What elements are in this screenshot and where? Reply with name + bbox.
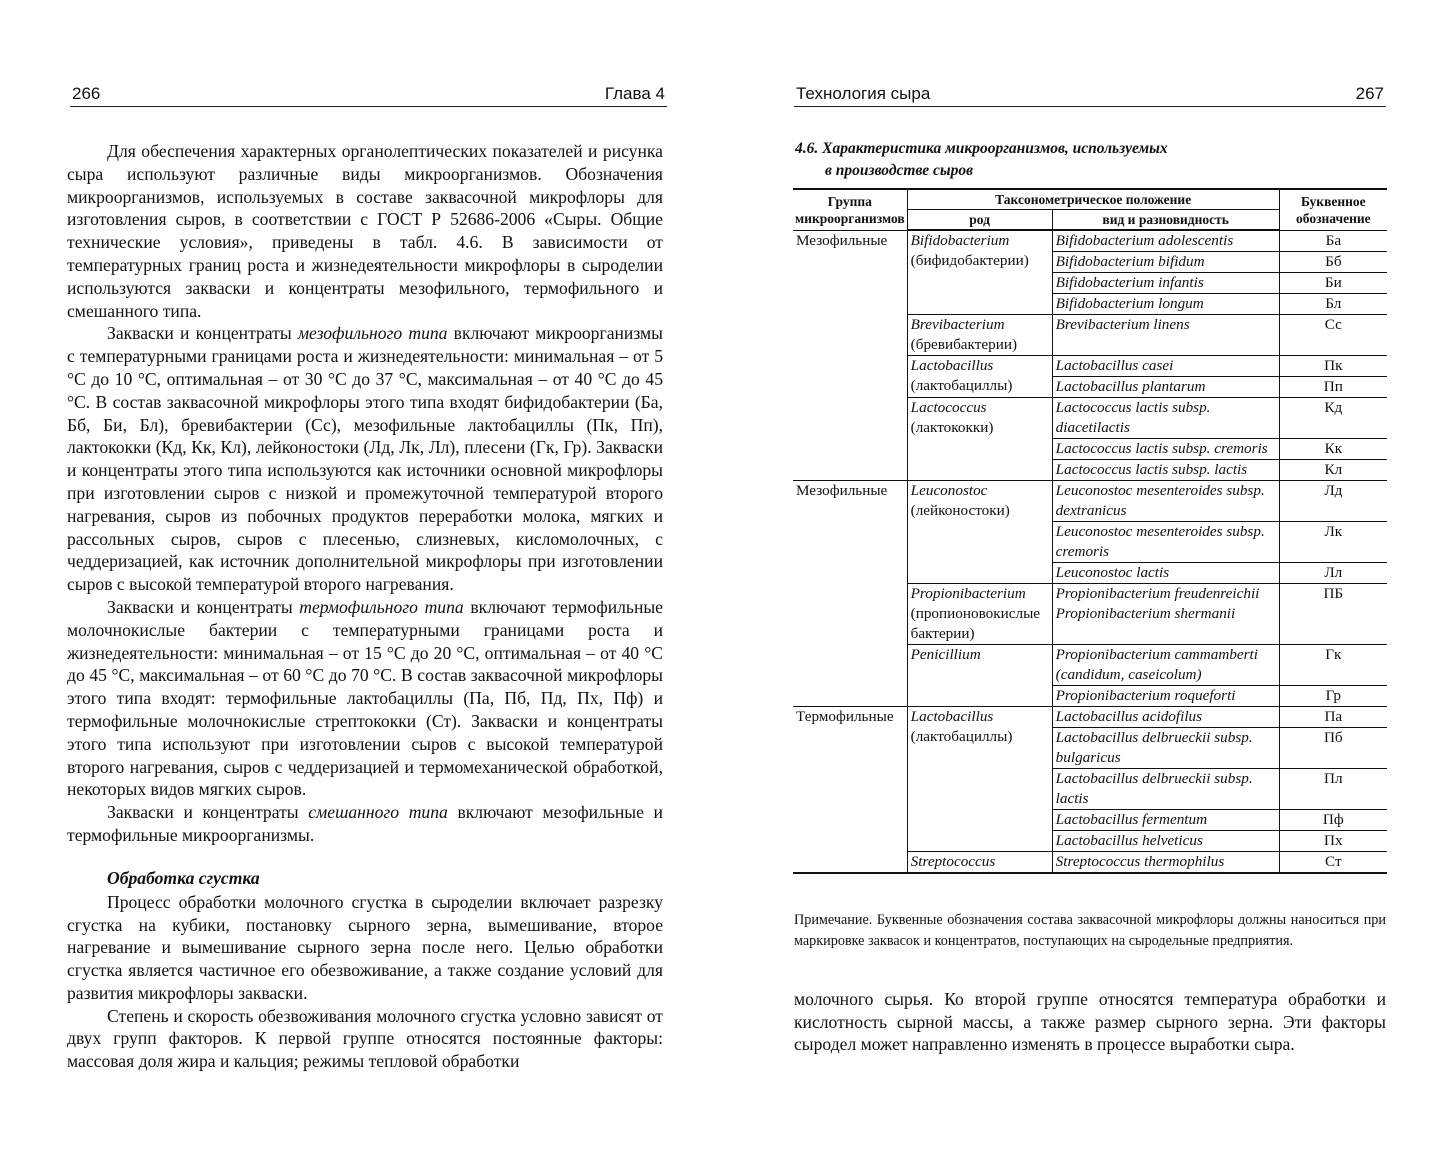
paragraph xyxy=(67,891,663,1005)
table-row xyxy=(793,481,1387,522)
header-code: Буквенное обозначение xyxy=(1279,189,1387,230)
header-species: вид и разновидность xyxy=(1052,210,1279,231)
code-cell: Пб xyxy=(1279,728,1387,769)
running-head-left xyxy=(70,84,667,107)
code-cell: Бл xyxy=(1279,294,1387,315)
code-cell: Кк xyxy=(1279,439,1387,460)
paragraph-text: Процесс обработки молочного сгустка в сыроделии включает разрезку сгустка на кубики, постановку сырного зерна, вымешивание, второе нагревание и вымешивание сырного зерна после него. Целью обработки сгустка является частичное его обезвоживание, а также создание условий для развития микрофлоры закваски. xyxy=(67,891,663,1003)
table-body xyxy=(793,230,1387,873)
species-cell: Leuconostoc lactis xyxy=(1052,563,1279,584)
left-body-text xyxy=(67,140,663,1073)
code-cell: Лд xyxy=(1279,481,1387,522)
genus-note: (лактобациллы) xyxy=(910,728,1013,745)
table-title-line-2: в производстве сыров xyxy=(825,162,974,179)
chapter-title: Глава 4 xyxy=(604,84,665,103)
group-cell: Термофильные xyxy=(793,707,907,874)
species-cell: Leuconostoc mesenteroides subsp. dextranicus xyxy=(1052,481,1279,522)
code-cell: Кд xyxy=(1279,398,1387,439)
table-note: Примечание. Буквенные обозначения состава заквасочной микрофлоры должны наноситься при маркировке заквасок и концентратов, поступающих на сыродельные предприятия. xyxy=(794,912,1386,949)
code-cell: Пф xyxy=(1279,810,1387,831)
genus-cell xyxy=(907,645,1052,707)
species-cell: Bifidobacterium infantis xyxy=(1052,273,1279,294)
page-number-left: 266 xyxy=(72,84,101,103)
species-cell: Lactobacillus plantarum xyxy=(1052,377,1279,398)
paragraph-text: Для обеспечения характерных органолептических показателей и рисунка сыра используют различные виды микроорганизмов. Обозначения микроорганизмов, используемых в составе заквасочной микрофлоры для изготовления сыров, в соответствии с ГОСТ Р 52686-2006 «Сыры. Общие технические условия», приведены в табл. 4.6. В зависимости от температурных границ роста и жизнедеятельности микрофлоры в сыроделии используются закваски и концентраты мезофильного, термофильного и смешанного типа. xyxy=(67,141,663,321)
genus-cell xyxy=(907,481,1052,584)
table-row xyxy=(793,230,1387,252)
species-cell: Lactobacillus casei xyxy=(1052,356,1279,377)
paragraph-text: включают мезофильные и термофильные микроорганизмы. xyxy=(67,802,663,845)
left-page xyxy=(0,0,726,1162)
code-cell: Гр xyxy=(1279,686,1387,707)
species-cell: Lactococcus lactis subsp. lactis xyxy=(1052,460,1279,481)
code-cell: Ба xyxy=(1279,230,1387,252)
species-cell: Brevibacterium linens xyxy=(1052,315,1279,356)
genus-name: Penicillium xyxy=(910,646,981,663)
species-cell: Propionibacterium freudenreichii Propionibacterium shermanii xyxy=(1052,584,1279,645)
paragraph xyxy=(67,1005,663,1073)
genus-cell xyxy=(907,398,1052,481)
emphasis-text: смешанного типа xyxy=(308,802,448,823)
species-cell: Bifidobacterium bifidum xyxy=(1052,252,1279,273)
paragraph-text: Закваски и концентраты xyxy=(107,596,300,617)
table-title xyxy=(795,138,1315,182)
genus-name: Lactobacillus xyxy=(910,708,994,725)
genus-name: Lactococcus xyxy=(910,399,987,416)
genus-cell xyxy=(907,852,1052,874)
paragraph xyxy=(67,801,663,847)
genus-cell xyxy=(907,315,1052,356)
paragraph-text: Закваски и концентраты xyxy=(107,323,298,344)
section-heading: Обработка сгустка xyxy=(107,867,260,888)
genus-note: (лейконостоки) xyxy=(910,502,1010,519)
genus-cell xyxy=(907,584,1052,645)
running-head-right xyxy=(794,84,1386,107)
species-cell: Lactococcus lactis subsp. cremoris xyxy=(1052,439,1279,460)
genus-cell xyxy=(907,230,1052,315)
species-cell: Propionibacterium roqueforti xyxy=(1052,686,1279,707)
genus-note: (бифидобактерии) xyxy=(910,252,1029,269)
genus-name: Bifidobacterium xyxy=(910,232,1010,249)
genus-note: (бревибактерии) xyxy=(910,336,1018,353)
species-cell: Bifidobacterium adolescentis xyxy=(1052,230,1279,252)
genus-note: (лактобациллы) xyxy=(910,377,1013,394)
species-cell: Propionibacterium cammamberti (candidum, caseicolum) xyxy=(1052,645,1279,686)
continuation-paragraph: молочного сырья. Ко второй группе относятся температура обработки и кислотность сырной массы, а также размер сырного зерна. Эти факторы сыродел может направленно изменять в процессе выработки сыра. xyxy=(794,989,1386,1054)
code-cell: Ст xyxy=(1279,852,1387,874)
genus-note: (пропионовокислые бактерии) xyxy=(910,605,1041,642)
code-cell: Сс xyxy=(1279,315,1387,356)
header-group: Группа микроорганизмов xyxy=(793,189,907,230)
code-cell: Пл xyxy=(1279,769,1387,810)
species-cell: Bifidobacterium longum xyxy=(1052,294,1279,315)
group-cell: Мезофильные xyxy=(793,481,907,707)
code-cell: Пп xyxy=(1279,377,1387,398)
code-cell: Лк xyxy=(1279,522,1387,563)
genus-note: (лактококки) xyxy=(910,419,994,436)
species-cell: Lactobacillus acidofilus xyxy=(1052,707,1279,728)
genus-name: Brevibacterium xyxy=(910,316,1005,333)
emphasis-text: термофильного типа xyxy=(299,596,464,617)
genus-cell xyxy=(907,356,1052,398)
species-cell: Lactobacillus helveticus xyxy=(1052,831,1279,852)
code-cell: Пк xyxy=(1279,356,1387,377)
microorganisms-table xyxy=(793,188,1387,874)
genus-cell xyxy=(907,707,1052,852)
genus-name: Streptococcus xyxy=(910,853,996,870)
code-cell: Лл xyxy=(1279,563,1387,584)
code-cell: Па xyxy=(1279,707,1387,728)
paragraph-text: Степень и скорость обезвоживания молочного сгустка условно зависят от двух групп факторов. К первой группе относятся постоянные факторы: массовая доля жира и кальция; режимы тепловой обработки xyxy=(67,1005,663,1072)
table-title-line-1: 4.6. Характеристика микроорганизмов, используемых xyxy=(795,140,1168,157)
genus-name: Leuconostoc xyxy=(910,482,988,499)
right-page xyxy=(727,0,1453,1162)
species-cell: Leuconostoc mesenteroides subsp. cremoris xyxy=(1052,522,1279,563)
species-cell: Lactobacillus delbrueckii subsp. lactis xyxy=(1052,769,1279,810)
genus-name: Lactobacillus xyxy=(910,357,994,374)
paragraph-text: включают термофильные молочнокислые бактерии с температурными границами роста и жизнедеятельности: минимальная – от 15 °С до 20 °С, оптимальная – от 40 °С до 45 °С, максимальная – от 60 °С до 70 °С. В состав заквасочной микрофлоры этого типа входят: термофильные лактобациллы (Па, Пб, Пд, Пх, Пф) и термофильные молочнокислые стрептококки (Ст). Закваски и концентраты этого типа используют при изготовлении сыров с высокой температурой второго нагревания, сыров с чеддеризацией и термомеханической обработкой, некоторых видов мягких сыров. xyxy=(67,596,663,800)
species-cell: Lactobacillus fermentum xyxy=(1052,810,1279,831)
header-taxonomy: Таксонометрическое положение xyxy=(907,189,1279,210)
paragraph-text: Закваски и концентраты xyxy=(107,802,309,823)
code-cell: Кл xyxy=(1279,460,1387,481)
paragraph xyxy=(67,596,663,801)
emphasis-text: мезофильного типа xyxy=(297,323,448,344)
group-cell: Мезофильные xyxy=(793,230,907,481)
species-cell: Lactococcus lactis subsp. diacetilactis xyxy=(1052,398,1279,439)
code-cell: Пх xyxy=(1279,831,1387,852)
paragraph xyxy=(67,322,663,596)
header-genus: род xyxy=(907,210,1052,231)
code-cell: Би xyxy=(1279,273,1387,294)
page-number-right: 267 xyxy=(1355,84,1384,103)
code-cell: Бб xyxy=(1279,252,1387,273)
code-cell: ПБ xyxy=(1279,584,1387,645)
genus-name: Propionibacterium xyxy=(910,585,1026,602)
paragraph-text: включают микроорганизмы с температурными границами роста и жизнедеятельности: минимальная – от 5 °С до 10 °С, оптимальная – от 30 °С до 37 °С, максимальная – от 40 °С до 45 °С. В состав заквасочной микрофлоры этого типа входят бифидобактерии (Ба, Бб, Би, Бл), бревибактерии (Сс), мезофильные лактобациллы (Пк, Пп), лактококки (Кд, Кк, Кл), лейконостоки (Лд, Лк, Лл), плесени (Гк, Гр). Закваски и концентраты этого типа используются как источники основной микрофлоры при изготовлении сыров с низкой и промежуточной температурой второго нагревания, сыров из побочных продуктов переработки молока, мягких и рассольных сыров, сыров с плесенью, слизневых, кисломолочных, с чеддеризацией, как источник дополнительной микрофлоры при изготовлении сыров с высокой температурой второго нагревания. xyxy=(67,323,663,595)
running-title: Технология сыра xyxy=(796,84,931,103)
paragraph xyxy=(67,140,663,322)
table-row xyxy=(793,707,1387,728)
species-cell: Streptococcus thermophilus xyxy=(1052,852,1279,874)
species-cell: Lactobacillus delbrueckii subsp. bulgaricus xyxy=(1052,728,1279,769)
code-cell: Гк xyxy=(1279,645,1387,686)
